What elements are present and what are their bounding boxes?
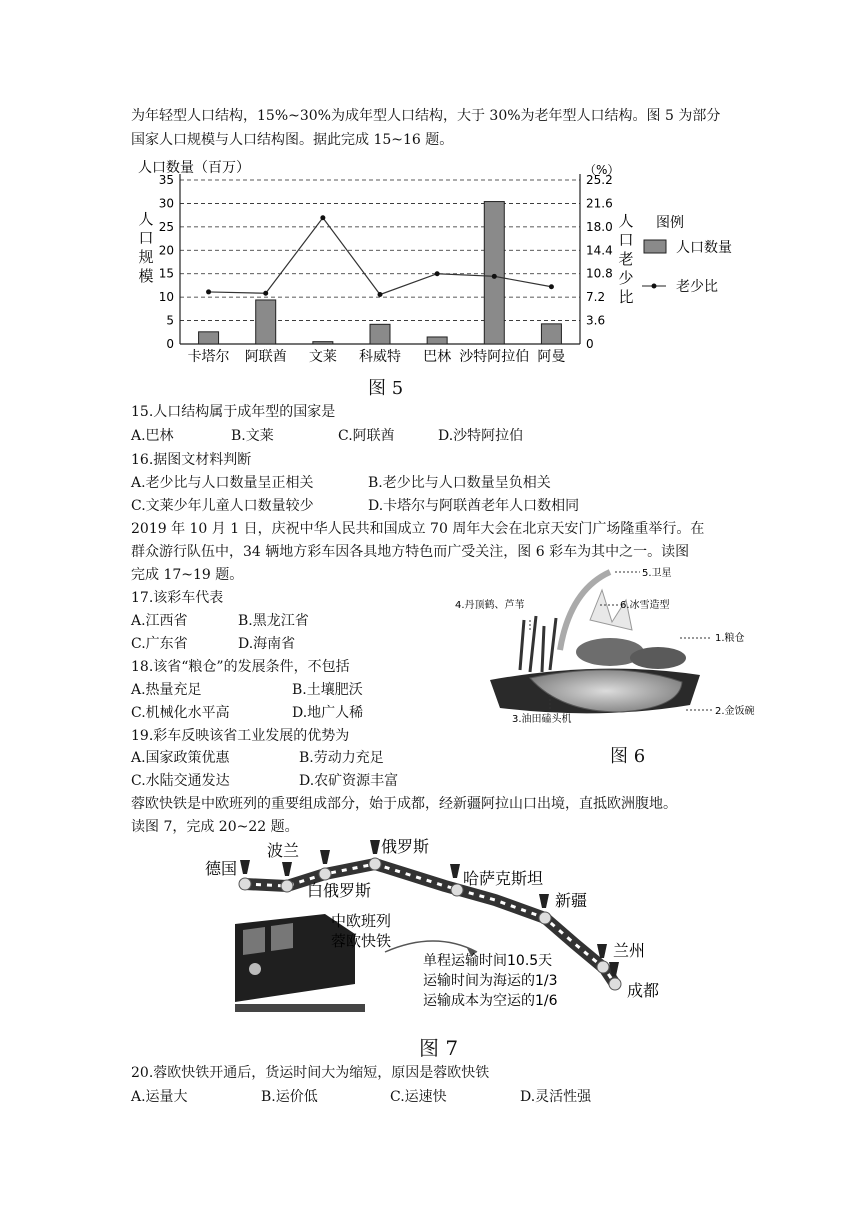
legend-bar-label: 人口数量: [676, 240, 732, 256]
side-label-char: 口: [138, 229, 154, 247]
line-point: [492, 274, 497, 279]
q20-stem: 20.蓉欧快铁开通后，货运时间大为缩短，原因是蓉欧快铁: [131, 1065, 490, 1081]
q15-option-b: B.文莱: [231, 428, 274, 444]
place-xinjiang: 新疆: [555, 891, 588, 910]
side-label-char: 规: [138, 248, 154, 266]
q16-option-b: B.老少比与人口数量呈负相关: [368, 475, 551, 491]
intro-line-1: 为年轻型人口结构，15%~30%为成年型人口结构，大于 30%为老年型人口结构。图 5 为部分: [131, 108, 721, 124]
legend-title: 图例: [656, 215, 684, 231]
left-tick-label: 20: [158, 243, 174, 258]
q15-stem: 15.人口结构属于成年型的国家是: [131, 404, 336, 420]
q20-option-d: D.灵活性强: [520, 1089, 592, 1105]
left-tick-label: 10: [158, 290, 174, 305]
chart-grid: [180, 174, 580, 344]
side-label-char: 模: [138, 267, 154, 285]
place-kazakhstan: 哈萨克斯坦: [463, 869, 544, 888]
q19-option-b: B.劳动力充足: [299, 750, 384, 766]
line-point: [320, 215, 325, 220]
side-label-char: 比: [618, 288, 634, 306]
reeds: [520, 616, 556, 672]
population-chart: [128, 156, 748, 376]
right-tick-label: 18.0: [586, 219, 613, 234]
right-tick-label: 25.2: [586, 173, 613, 187]
place-russia: 俄罗斯: [381, 837, 430, 856]
note-vs-air: 运输成本为空运的1/6: [423, 993, 558, 1009]
place-poland: 波兰: [267, 841, 300, 860]
legend-bar-swatch: [644, 240, 666, 253]
intro-line-2: 国家人口规模与人口结构图。据此完成 15~16 题。: [131, 132, 454, 148]
note-vs-sea: 运输时间为海运的1/3: [423, 973, 558, 989]
category-label: 阿曼: [537, 349, 566, 365]
bar: [256, 300, 276, 344]
q20-option-b: B.运价低: [261, 1089, 318, 1105]
passage2-line-1: 2019 年 10 月 1 日，庆祝中华人民共和国成立 70 周年大会在北京天安门广场隆重举行。在: [131, 521, 705, 537]
left-axis-title: 人口数量（百万）: [138, 160, 250, 176]
left-tick-label: 25: [158, 219, 174, 234]
q19-stem: 19.彩车反映该省工业发展的优势为: [131, 728, 350, 744]
q18-option-b: B.土壤肥沃: [292, 682, 363, 698]
figure-6-caption: 图 6: [610, 746, 646, 767]
q18-option-c: C.机械化水平高: [131, 705, 230, 721]
bar: [541, 324, 561, 344]
category-label: 阿联酋: [244, 349, 287, 365]
q16-option-a: A.老少比与人口数量呈正相关: [131, 475, 314, 491]
left-tick-label: 35: [158, 173, 174, 187]
bar: [370, 324, 390, 344]
place-belarus: 白俄罗斯: [307, 881, 372, 900]
side-label-char: 少: [618, 269, 634, 287]
right-tick-label: 7.2: [586, 290, 606, 305]
q16-option-d: D.卡塔尔与阿联酋老年人口数相同: [368, 498, 580, 514]
q20-option-a: A.运量大: [131, 1089, 188, 1105]
q17-option-c: C.广东省: [131, 636, 188, 652]
side-label-char: 人: [618, 212, 634, 230]
figure-6-float-illustration: [450, 560, 770, 760]
line-point: [206, 289, 211, 294]
passage2-line-3: 完成 17~19 题。: [131, 567, 244, 583]
bar: [199, 332, 219, 344]
right-tick-label: 0: [586, 337, 594, 351]
label-crane-reeds: 4.丹顶鹤、芦苇: [455, 600, 525, 611]
passage2-line-2: 群众游行队伍中，34 辆地方彩车因各具地方特色而广受关注，图 6 彩车为其中之一。读图: [131, 544, 690, 560]
q19-option-d: D.农矿资源丰富: [299, 773, 399, 789]
label-oil-pump: 3.油田磕头机: [512, 714, 572, 725]
right-tick-label: 21.6: [586, 196, 613, 211]
place-chengdu: 成都: [627, 981, 660, 1000]
q17-option-d: D.海南省: [238, 636, 296, 652]
left-side-label: [138, 210, 153, 285]
q15-option-d: D.沙特阿拉伯: [438, 428, 524, 444]
right-axis-ticks: [586, 173, 613, 351]
left-tick-label: 30: [158, 196, 174, 211]
category-label: 文莱: [308, 349, 337, 365]
figure-7-caption: 图 7: [419, 1036, 459, 1060]
place-germany: 德国: [205, 859, 238, 878]
passage3-line-1: 蓉欧快铁是中欧班列的重要组成部分，始于成都，经新疆阿拉山口出境，直抵欧洲腹地。: [131, 796, 677, 812]
right-side-label: [618, 212, 633, 306]
label-golden-bowl: 2.金饭碗: [715, 706, 755, 717]
category-label: 卡塔尔: [187, 349, 230, 365]
bar: [484, 202, 504, 344]
left-axis-ticks: [159, 173, 174, 351]
train-label-2: 蓉欧快铁: [331, 932, 392, 950]
label-granary: 1.粮仓: [715, 633, 745, 644]
figure-7-railway-map: [195, 834, 685, 1030]
chart-bars: [199, 202, 562, 344]
q16-stem: 16.据图文材料判断: [131, 452, 252, 468]
right-tick-label: 14.4: [586, 243, 613, 258]
train-label-1: 中欧班列: [331, 912, 392, 930]
place-lanzhou: 兰州: [613, 941, 646, 960]
q16-option-c: C.文莱少年儿童人口数量较少: [131, 498, 314, 514]
right-tick-label: 10.8: [586, 266, 613, 281]
label-satellite: 5.卫星: [642, 568, 672, 579]
left-tick-label: 5: [166, 313, 174, 328]
q15-option-c: C.阿联酋: [338, 428, 395, 444]
curved-arrow: [385, 941, 477, 952]
figure-5-caption: 图 5: [368, 378, 404, 399]
line-point: [378, 292, 383, 297]
q18-stem: 18.该省“粮仓”的发展条件，不包括: [131, 659, 350, 675]
q17-stem: 17.该彩车代表: [131, 590, 224, 606]
legend-line-label: 老少比: [676, 279, 718, 295]
q18-option-a: A.热量充足: [131, 682, 202, 698]
right-axis-unit: （%）: [584, 163, 620, 177]
category-label: 科威特: [359, 349, 401, 365]
q20-option-c: C.运速快: [390, 1089, 447, 1105]
passage3-line-2: 读图 7，完成 20~22 题。: [131, 819, 299, 835]
category-label: 沙特阿拉伯: [459, 349, 530, 365]
side-label-char: 人: [138, 210, 154, 228]
q19-option-a: A.国家政策优惠: [131, 750, 230, 766]
right-tick-label: 3.6: [586, 313, 606, 328]
bar: [427, 337, 447, 344]
category-labels: [188, 348, 566, 365]
line-point: [435, 271, 440, 276]
category-label: 巴林: [423, 349, 452, 365]
q19-option-c: C.水陆交通发达: [131, 773, 230, 789]
left-tick-label: 15: [158, 266, 174, 281]
side-label-char: 老: [618, 250, 634, 268]
line-point: [263, 291, 268, 296]
left-tick-label: 0: [166, 337, 174, 351]
label-ice-sculpture: 6.冰雪造型: [620, 600, 670, 611]
q17-option-a: A.江西省: [131, 613, 188, 629]
side-label-char: 口: [618, 231, 634, 249]
note-transit-time: 单程运输时间10.5天: [423, 953, 553, 969]
legend-line-dot: [652, 284, 657, 289]
q15-option-a: A.巴林: [131, 428, 174, 444]
line-point: [549, 284, 554, 289]
q18-option-d: D.地广人稀: [292, 705, 364, 721]
bar: [313, 342, 333, 344]
q17-option-b: B.黑龙江省: [238, 613, 309, 629]
